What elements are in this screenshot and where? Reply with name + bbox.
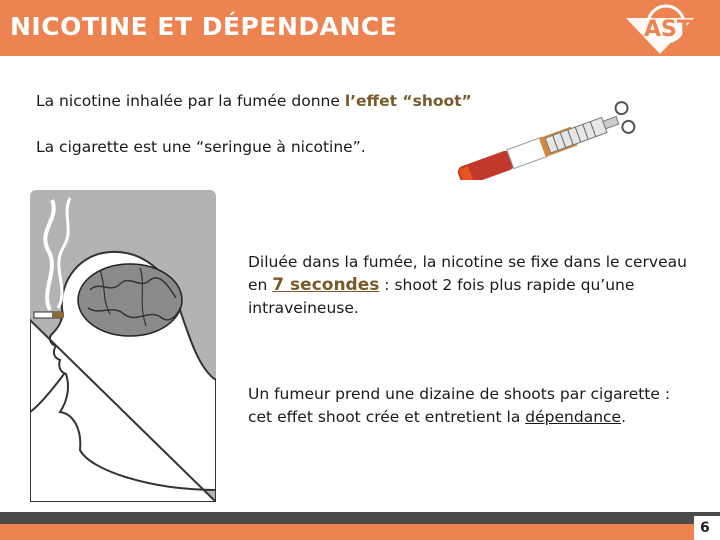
intro-line-1 (36, 92, 472, 110)
shoot-effect-highlight: l’effet “shoot” (344, 92, 472, 110)
dependence-text-start: Un fumeur prend une dizaine de shoots par cigarette : cet effet shoot crée et entretient la (248, 385, 671, 426)
dependence-text-end: . (621, 408, 627, 426)
logo-text: AST (644, 17, 692, 42)
intro-line-2: La cigarette est une “seringue à nicotine”. (36, 138, 366, 156)
dependence-highlight: dépendance (525, 408, 622, 426)
cigarette-syringe-icon (438, 80, 638, 180)
smoker-brain-illustration (30, 190, 216, 502)
footer-bar (0, 512, 720, 524)
dependence-paragraph (248, 383, 698, 429)
absorption-paragraph (248, 251, 698, 320)
ast-logo (622, 2, 698, 56)
footer-accent (0, 524, 720, 540)
absorption-text-start: Diluée dans la fumée, la nicotine se fixe dans le cerveau en (248, 253, 687, 294)
page-title: NICOTINE ET DÉPENDANCE (10, 12, 398, 41)
absorption-text-end: : shoot 2 fois plus rapide qu’une intraveineuse. (248, 276, 635, 317)
intro-line-1-text: La nicotine inhalée par la fumée donne (36, 92, 345, 110)
page-number: 6 (700, 520, 710, 536)
seven-seconds-highlight: 7 secondes (272, 275, 380, 295)
title-bar (0, 0, 720, 56)
